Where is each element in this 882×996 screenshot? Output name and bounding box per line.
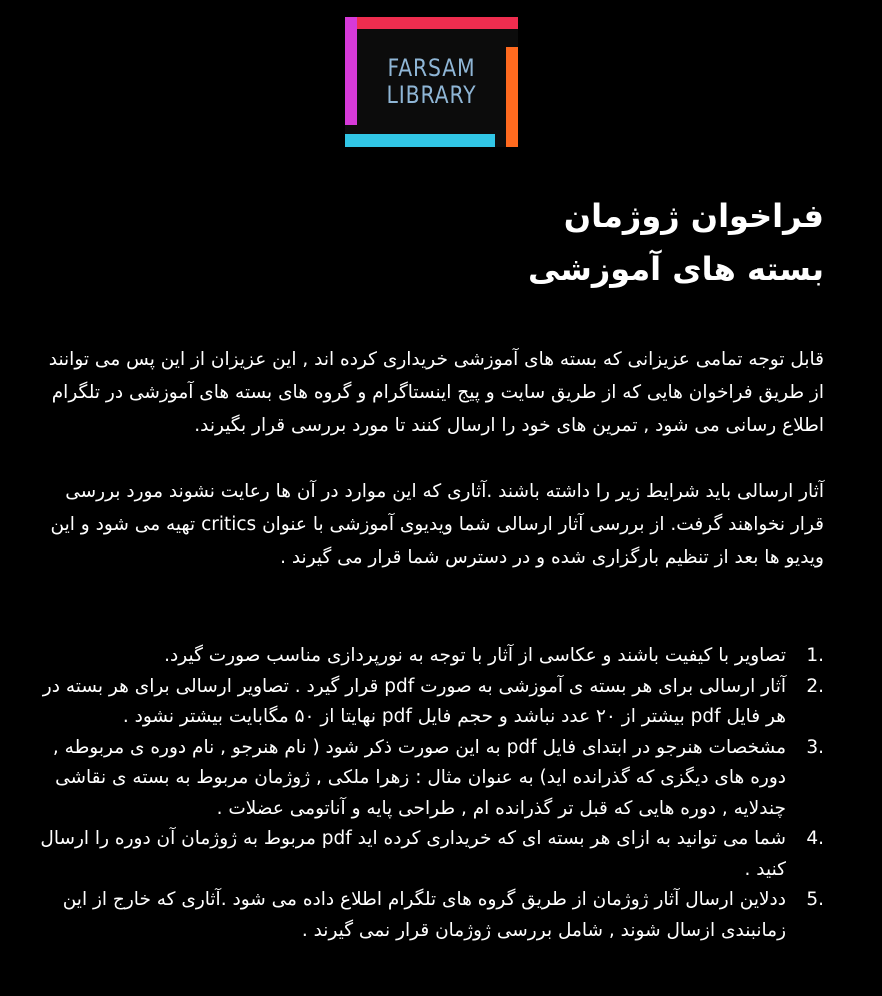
rule-text: مشخصات هنرجو در ابتدای فایل pdf به این صورت ذکر شود ( نام هنرجو , نام دوره ی مربوطه , دوره های دیگزی که گذرانده اید) به عنوان مثال : زهرا ملکی , ژوژمان مربوط به بسته ی نقاشی چندلایه , دوره هایی که قبل تر گذرانده ام , طراحی پایه و آناتومی عضلات . bbox=[52, 736, 786, 819]
intro-paragraph: قابل توجه تمامی عزیزانی که بسته های آموزشی خریداری کرده اند , این عزیزان از این پس می توانند از طریق فراخوان هایی که از طریق سایت و پیج اینستاگرام و گروه های بسته های آموزشی در تلگرام اطلاع رسانی می شود , تمرین های خود را ارسال کنند تا مورد بررسی قرار بگیرند. bbox=[48, 349, 824, 436]
rule-item bbox=[40, 824, 824, 885]
logo-text-line-2: LIBRARY bbox=[386, 81, 477, 109]
announcement bbox=[40, 190, 824, 946]
page-title bbox=[40, 190, 824, 296]
rules-list bbox=[40, 641, 824, 946]
rule-item bbox=[40, 885, 824, 946]
logo-bar-bottom bbox=[345, 134, 495, 147]
title-line-1: فراخوان ژوژمان bbox=[563, 197, 824, 235]
rule-text: آثار ارسالی برای هر بسته ی آموزشی به صورت pdf قرار گیرد . تصاویر ارسالی برای هر بسته در هر فایل pdf بیشتر از ۲۰ عدد نباشد و حجم فایل pdf نهایتا از ۵۰ مگابایت بیشتر نشود . bbox=[42, 675, 786, 727]
rule-text: شما می توانید به ازای هر بسته ای که خریداری کرده اید pdf مربوط به ژوژمان آن دوره را ارسال کنید . bbox=[40, 828, 786, 880]
rule-text: ددلاین ارسال آثار ژوژمان از طریق گروه های تلگرام اطلاع داده می شود .آثاری که خارج از این زمانبندی ازسال شوند , شامل بررسی ژوژمان قرار نمی گیرند . bbox=[62, 889, 786, 941]
rule-item bbox=[40, 641, 824, 672]
logo-text-line-1: FARSAM bbox=[387, 54, 476, 82]
rule-number: 3. bbox=[806, 736, 824, 758]
rule-number: 4. bbox=[806, 828, 824, 849]
rule-number: 5. bbox=[806, 889, 824, 910]
rule-item bbox=[40, 672, 824, 733]
conditions-paragraph: آثار ارسالی باید شرایط زیر را داشته باشند .آثاری که این موارد در آن ها رعایت نشوند مورد بررسی قرار نخواهند گرفت. از بررسی آثار ارسالی شما ویدیوی آموزشی با عنوان critics تهیه می شود و این ویدیو ها بعد از تنظیم بارگزاری شده و در دسترس شما قرار می گیرند . bbox=[50, 481, 824, 568]
rule-item bbox=[40, 733, 824, 825]
logo-bar-right bbox=[506, 47, 518, 147]
rule-text: تصاویر با کیفیت باشند و عکاسی از آثار با توجه به نورپردازی مناسب صورت گیرد. bbox=[164, 645, 786, 666]
farsam-library-logo bbox=[345, 17, 518, 147]
rule-number: 2. bbox=[806, 675, 824, 697]
rule-number: 1. bbox=[806, 645, 824, 666]
title-line-2: بسته های آموزشی bbox=[528, 250, 824, 288]
logo-bar-left bbox=[345, 17, 357, 125]
logo-bar-top bbox=[345, 17, 518, 29]
